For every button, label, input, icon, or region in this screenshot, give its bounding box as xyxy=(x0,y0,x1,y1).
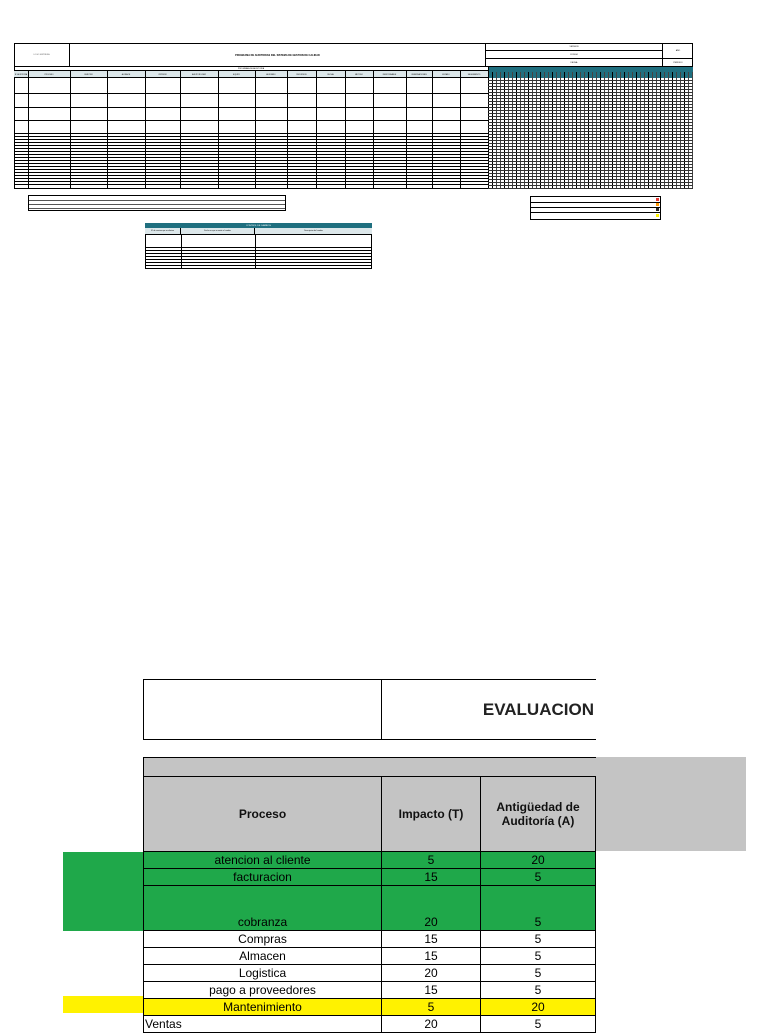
schedule-hline xyxy=(488,86,693,87)
column-header-cell: CRITERIO xyxy=(158,73,167,76)
schedule-hline xyxy=(488,128,693,129)
grid-hline xyxy=(14,136,488,137)
cell-impact: 15 xyxy=(381,982,481,999)
change-control-header: Descripcion del cambio xyxy=(255,228,372,234)
schedule-hline xyxy=(488,161,693,162)
schedule-hline xyxy=(488,80,693,81)
grid-hline xyxy=(14,157,488,158)
schedule-hline xyxy=(488,113,693,114)
column-header-cell: SEGUIMIENTO xyxy=(467,73,481,76)
status-legend xyxy=(530,196,661,220)
green-highlight-side xyxy=(63,852,143,931)
schedule-hline xyxy=(488,155,693,156)
change-control-hline xyxy=(145,256,372,257)
cell-audit-age: 5 xyxy=(480,931,596,948)
grid-hline xyxy=(14,145,488,146)
grid-hline xyxy=(14,120,488,121)
grid-hline xyxy=(14,154,488,155)
grid-hline xyxy=(14,184,488,185)
program-band: PROGRAMA DE AUDITORIA xyxy=(14,67,488,71)
schedule-hline xyxy=(488,146,693,147)
schedule-hline xyxy=(488,164,693,165)
column-header-cell: EQUIPO xyxy=(233,73,240,76)
schedule-hline xyxy=(488,119,693,120)
eval-title: EVALUACION xyxy=(381,679,596,740)
header-process: Proceso xyxy=(143,776,382,852)
cell-audit-age: 5 xyxy=(480,965,596,982)
grid-hline xyxy=(14,166,488,167)
meta-value-cell: AÑO xyxy=(663,43,693,59)
notes-box xyxy=(28,195,286,211)
cell-process: pago a proveedores xyxy=(143,982,382,999)
cell-audit-age: 5 xyxy=(480,982,596,999)
column-header-cell: AUDITADO xyxy=(266,73,276,76)
change-control-hline xyxy=(145,247,372,248)
column-header-cell: OBSERVACIONES xyxy=(411,73,427,76)
yellow-highlight-side xyxy=(63,996,143,1013)
cell-impact: 20 xyxy=(381,1016,481,1033)
gray-header-strip xyxy=(143,757,596,776)
grid-hline xyxy=(14,151,488,152)
schedule-hline xyxy=(488,182,693,183)
column-header-cell: N° AUDITORIA xyxy=(14,73,28,76)
black-swatch xyxy=(656,208,659,211)
cell-impact: 15 xyxy=(381,931,481,948)
schedule-hline xyxy=(488,122,693,123)
schedule-hline xyxy=(488,125,693,126)
schedule-hline xyxy=(488,116,693,117)
change-control-hline xyxy=(145,234,372,235)
grid-hline xyxy=(14,142,488,143)
change-control-vline xyxy=(181,234,182,269)
meta-value-cell: PERIODO xyxy=(663,59,693,67)
schedule-hline xyxy=(488,179,693,180)
meta-label-cell: FECHA xyxy=(486,59,663,67)
schedule-hline xyxy=(488,188,693,189)
column-header-cell: PROCESO xyxy=(44,73,54,76)
schedule-hline xyxy=(488,152,693,153)
cell-impact: 20 xyxy=(381,965,481,982)
cell-audit-age: 20 xyxy=(480,852,596,869)
schedule-hline xyxy=(488,149,693,150)
grid-hline xyxy=(14,93,488,94)
schedule-hline xyxy=(488,131,693,132)
cell-process: Ventas xyxy=(143,1016,382,1033)
grid-hline xyxy=(14,148,488,149)
grid-hline xyxy=(14,181,488,182)
sheet-title: PROGRAMA DE AUDITORIAS DEL SISTEMA DE GESTION DE CALIDAD xyxy=(70,43,486,67)
cell-audit-age: 5 xyxy=(480,948,596,965)
schedule-hline xyxy=(488,92,693,93)
change-control-hline xyxy=(145,262,372,263)
schedule-hline xyxy=(488,95,693,96)
header-audit-age: Antigüedad de Auditoría (A) xyxy=(480,776,596,852)
schedule-hline xyxy=(488,134,693,135)
change-control-vline xyxy=(255,234,256,269)
meta-label-cell: VERSION xyxy=(486,43,663,51)
header-impact: Impacto (T) xyxy=(381,776,481,852)
cell-impact: 5 xyxy=(381,999,481,1016)
schedule-hline xyxy=(488,98,693,99)
cell-audit-age: 20 xyxy=(480,999,596,1016)
cell-process: facturacion xyxy=(143,869,382,886)
eval-logo-box xyxy=(143,679,382,740)
cell-audit-age: 5 xyxy=(480,886,596,931)
schedule-hline xyxy=(488,185,693,186)
change-control-hline xyxy=(145,259,372,260)
schedule-hline xyxy=(488,173,693,174)
schedule-hline xyxy=(488,158,693,159)
schedule-hline xyxy=(488,167,693,168)
column-header-cell: ESTADO xyxy=(442,73,450,76)
grid-hline xyxy=(14,169,488,170)
change-control-hline xyxy=(145,265,372,266)
schedule-hline xyxy=(488,170,693,171)
grid-hline xyxy=(14,160,488,161)
cell-process: Compras xyxy=(143,931,382,948)
cell-process: Mantenimiento xyxy=(143,999,382,1016)
grid-hline xyxy=(14,175,488,176)
grid-hline xyxy=(14,178,488,179)
column-header-cell: AUDITOR LIDER xyxy=(192,73,206,76)
cell-process: atencion al cliente xyxy=(143,852,382,869)
change-control-hline xyxy=(145,250,372,251)
schedule-hline xyxy=(488,110,693,111)
change-control-header: Fecha en que se emite el cambio xyxy=(181,228,255,234)
company-logo-cell: LOGO EMPRESA xyxy=(14,43,70,67)
cell-process: Logistica xyxy=(143,965,382,982)
change-control-hline xyxy=(145,253,372,254)
change-control-title: CONTROL DE CAMBIOS xyxy=(145,223,372,228)
schedule-hline xyxy=(488,176,693,177)
grid-hline xyxy=(14,107,488,108)
schedule-hline xyxy=(488,140,693,141)
schedule-hline xyxy=(488,104,693,105)
schedule-hline xyxy=(488,107,693,108)
grid-hline xyxy=(14,163,488,164)
grid-hline xyxy=(14,172,488,173)
column-header-cell: FECHA xyxy=(327,73,334,76)
cell-impact: 15 xyxy=(381,869,481,886)
grid-hline xyxy=(14,139,488,140)
cell-audit-age: 5 xyxy=(480,1016,596,1033)
cell-impact: 20 xyxy=(381,886,481,931)
cell-process: cobranza xyxy=(143,886,382,931)
cell-impact: 15 xyxy=(381,948,481,965)
orange-swatch xyxy=(656,203,659,206)
cell-impact: 5 xyxy=(381,852,481,869)
schedule-hline xyxy=(488,143,693,144)
column-header-cell: OBJETIVO xyxy=(84,73,93,76)
column-header-cell: METODO xyxy=(355,73,363,76)
column-header-cell: RESPONSABLE xyxy=(382,73,397,76)
meta-label-cell: CODIGO xyxy=(486,51,663,59)
column-header-cell: ALCANCE xyxy=(121,73,131,76)
cell-audit-age: 5 xyxy=(480,869,596,886)
schedule-hline xyxy=(488,83,693,84)
grid-hline xyxy=(14,133,488,134)
red-swatch xyxy=(656,198,659,201)
schedule-hline xyxy=(488,101,693,102)
schedule-hline xyxy=(488,137,693,138)
cell-process: Almacen xyxy=(143,948,382,965)
change-control-header: N° de version que se elimina xyxy=(145,228,181,234)
column-header-cell: RECURSOS xyxy=(296,73,307,76)
schedule-hline xyxy=(488,89,693,90)
yellow-swatch xyxy=(656,214,659,217)
